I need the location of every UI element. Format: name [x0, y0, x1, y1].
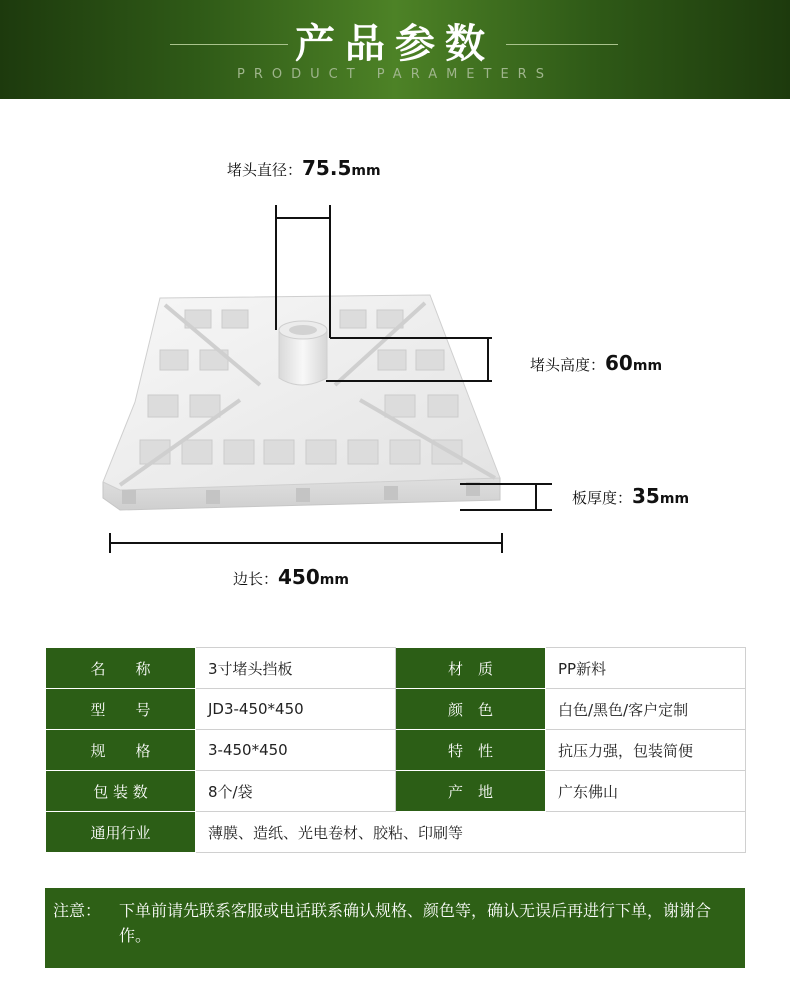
spec-value-material: PP新料: [546, 648, 746, 689]
notice-text: 下单前请先联系客服或电话联系确认规格、颜色等，确认无误后再进行下单，谢谢合作。: [119, 901, 712, 945]
header-banner: [0, 0, 790, 99]
spec-label-color: 颜 色: [396, 689, 546, 730]
spec-label-origin: 产 地: [396, 771, 546, 812]
table-row: [46, 648, 746, 689]
spec-value-origin: 广东佛山: [546, 771, 746, 812]
spec-label-spec: 规 格: [46, 730, 196, 771]
spec-label-model: 型 号: [46, 689, 196, 730]
table-row: [46, 689, 746, 730]
header-title: 产品参数: [295, 21, 495, 67]
product-image: [0, 100, 790, 620]
table-row: [46, 730, 746, 771]
side-length-label: 边长：450mm: [233, 565, 349, 589]
notice-box: [45, 888, 745, 968]
product-diagram: [0, 100, 790, 620]
notice-label: 注意：: [53, 901, 102, 920]
spec-label-name: 名 称: [46, 648, 196, 689]
head-height-label: 堵头高度：60mm: [530, 351, 663, 375]
spec-label-feature: 特 性: [396, 730, 546, 771]
spec-value-feature: 抗压力强，包装简便: [546, 730, 746, 771]
spec-value-model: JD3-450*450: [196, 689, 396, 730]
spec-table: [45, 647, 746, 853]
spec-label-material: 材 质: [396, 648, 546, 689]
spec-value-industry: 薄膜、造纸、光电卷材、胶粘、印刷等: [196, 812, 746, 853]
spec-label-pack: 包 装 数: [46, 771, 196, 812]
spec-value-name: 3寸堵头挡板: [196, 648, 396, 689]
header-subtitle: PRODUCT PARAMETERS: [237, 67, 553, 82]
spec-value-spec: 3-450*450: [196, 730, 396, 771]
spec-label-industry: 通用行业: [46, 812, 196, 853]
board-thickness-label: 板厚度：35mm: [572, 484, 690, 508]
table-row: [46, 812, 746, 853]
spec-value-color: 白色/黑色/客户定制: [546, 689, 746, 730]
table-row: [46, 771, 746, 812]
spec-value-pack: 8个/袋: [196, 771, 396, 812]
head-diameter-label: 堵头直径：75.5mm: [227, 156, 381, 180]
